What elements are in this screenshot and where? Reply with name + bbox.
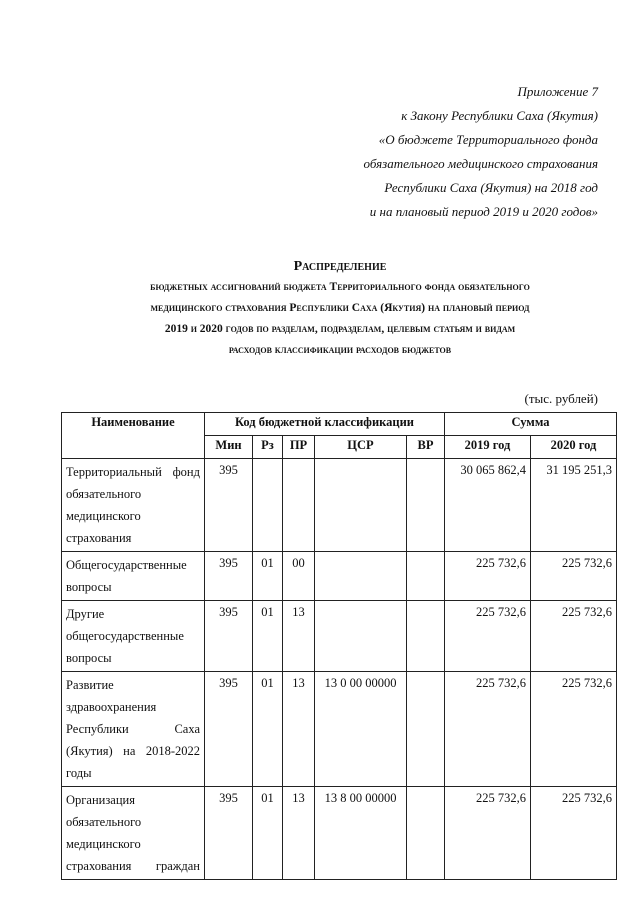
row-2020: 225 732,6: [531, 787, 617, 880]
row-2019: 225 732,6: [445, 672, 531, 787]
row-vr: [407, 459, 445, 552]
row-name-line: (Якутия) на 2018-2022: [66, 744, 200, 758]
appendix-line: к Закону Республики Саха (Якутия): [401, 108, 598, 123]
header-code-group: Код бюджетной классификации: [205, 413, 445, 436]
row-name-line: обязательного: [66, 815, 142, 829]
row-min: 395: [205, 459, 253, 552]
header-name: Наименование: [62, 413, 205, 459]
header-pr: ПР: [283, 436, 315, 459]
row-vr: [407, 552, 445, 601]
header-rz: Рз: [253, 436, 283, 459]
appendix-line: Приложение 7: [517, 84, 598, 99]
row-rz: 01: [253, 552, 283, 601]
unit-note: (тыс. рублей): [524, 391, 598, 406]
row-rz: 01: [253, 601, 283, 672]
row-csr: 13 8 00 00000: [315, 787, 407, 880]
row-name-line: Развитие: [66, 678, 114, 692]
header-csr: ЦСР: [315, 436, 407, 459]
row-name: [62, 552, 205, 601]
row-2019: 225 732,6: [445, 601, 531, 672]
row-name: [62, 459, 205, 552]
row-name-line: Территориальный фонд: [66, 465, 200, 479]
row-csr: [315, 601, 407, 672]
row-name-line: Другие: [66, 607, 105, 621]
appendix-line: и на плановый период 2019 и 2020 годов»: [369, 204, 598, 219]
title-line: 2019 и 2020 годов по разделам, подразделам, целевым статьям и видам: [164, 323, 516, 335]
row-csr: 13 0 00 00000: [315, 672, 407, 787]
document-title: [60, 256, 620, 361]
title-heading: Распределение: [293, 259, 387, 274]
row-2020: 31 195 251,3: [531, 459, 617, 552]
row-name: [62, 787, 205, 880]
row-min: 395: [205, 672, 253, 787]
row-min: 395: [205, 787, 253, 880]
header-min: Мин: [205, 436, 253, 459]
row-vr: [407, 787, 445, 880]
row-pr: [283, 459, 315, 552]
row-pr: 13: [283, 672, 315, 787]
table-row: [62, 459, 617, 552]
row-2020: 225 732,6: [531, 552, 617, 601]
row-vr: [407, 601, 445, 672]
row-min: 395: [205, 601, 253, 672]
table-header-row: [62, 413, 617, 436]
row-2019: 30 065 862,4: [445, 459, 531, 552]
row-name-line: страхования граждан: [66, 859, 200, 873]
row-pr: 13: [283, 601, 315, 672]
row-name-line: медицинского: [66, 837, 141, 851]
row-name: [62, 672, 205, 787]
row-name-line: Общегосударственные: [66, 558, 187, 572]
row-name: [62, 601, 205, 672]
table-row: [62, 787, 617, 880]
appendix-reference: [364, 80, 598, 224]
row-rz: 01: [253, 672, 283, 787]
appendix-line: Республики Саха (Якутия) на 2018 год: [384, 180, 598, 195]
table-row: [62, 552, 617, 601]
table-row: [62, 672, 617, 787]
row-name-line: общегосударственные: [66, 629, 184, 643]
row-csr: [315, 552, 407, 601]
header-2020: 2020 год: [531, 436, 617, 459]
row-vr: [407, 672, 445, 787]
row-min: 395: [205, 552, 253, 601]
row-name-line: медицинского: [66, 509, 141, 523]
header-2019: 2019 год: [445, 436, 531, 459]
row-2019: 225 732,6: [445, 787, 531, 880]
row-name-line: Организация: [66, 793, 135, 807]
row-rz: [253, 459, 283, 552]
row-name-line: обязательного: [66, 487, 142, 501]
row-name-line: здравоохранения: [66, 700, 157, 714]
title-line: бюджетных ассигнований бюджета Территориального фонда обязательного: [150, 281, 530, 293]
header-sum-group: Сумма: [445, 413, 617, 436]
row-2020: 225 732,6: [531, 672, 617, 787]
budget-table: [61, 412, 617, 880]
row-csr: [315, 459, 407, 552]
row-name-line: вопросы: [66, 651, 112, 665]
row-2020: 225 732,6: [531, 601, 617, 672]
appendix-line: обязательного медицинского страхования: [363, 156, 598, 171]
appendix-line: «О бюджете Территориального фонда: [378, 132, 598, 147]
row-name-line: Республики Саха: [66, 722, 200, 736]
row-name-line: годы: [66, 766, 92, 780]
header-vr: ВР: [407, 436, 445, 459]
table-row: [62, 601, 617, 672]
row-pr: 00: [283, 552, 315, 601]
row-name-line: вопросы: [66, 580, 112, 594]
row-2019: 225 732,6: [445, 552, 531, 601]
row-name-line: страхования: [66, 531, 132, 545]
title-line: расходов классификации расходов бюджетов: [228, 344, 452, 356]
row-pr: 13: [283, 787, 315, 880]
row-rz: 01: [253, 787, 283, 880]
title-line: медицинского страхования Республики Саха (Якутия) на плановый период: [150, 302, 530, 314]
